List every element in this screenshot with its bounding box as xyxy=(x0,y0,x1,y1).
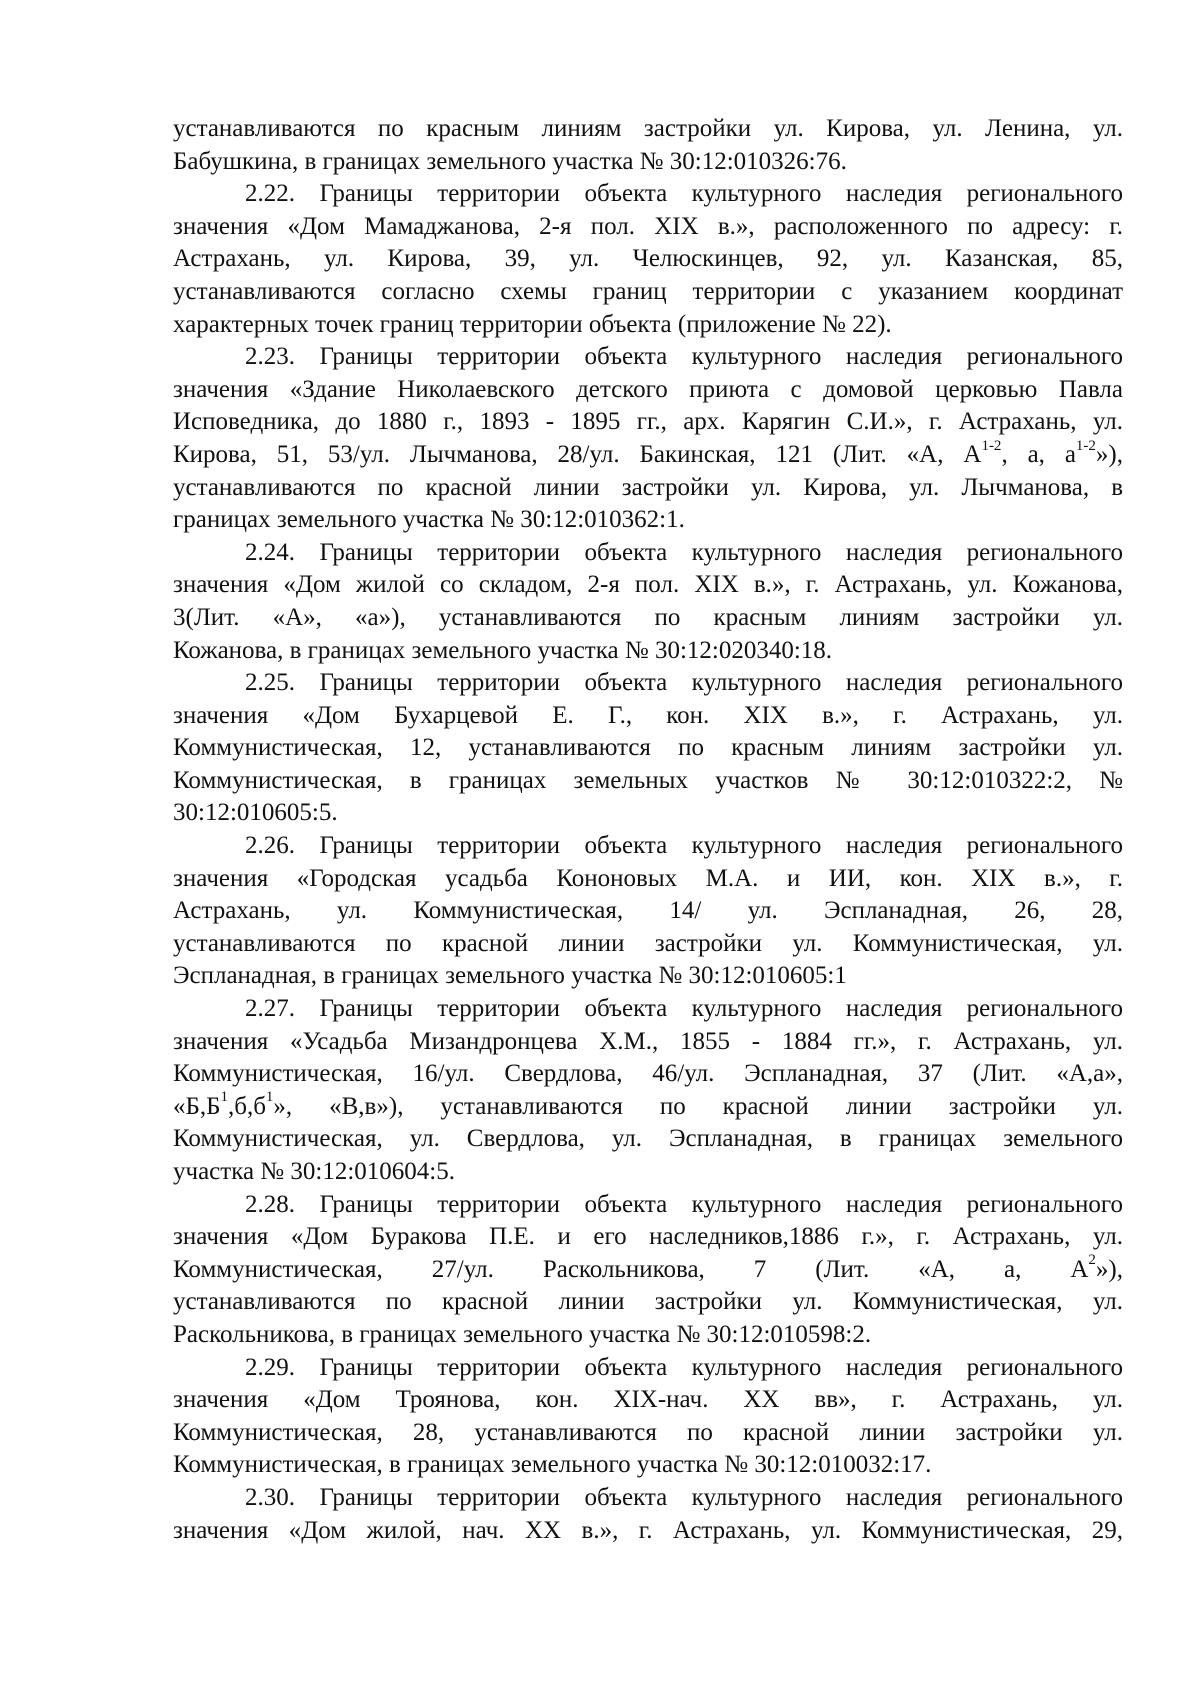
text-line: устанавливаются по красной линии застройки ул. Коммунистическая, ул. xyxy=(173,1288,1123,1316)
text-line: значения «Дом жилой, нач. XX в.», г. Астрахань, ул. Коммунистическая, 29, xyxy=(173,1516,1123,1544)
text-line-with-superscript xyxy=(173,1254,1123,1287)
text-line: Коммунистическая, ул. Свердлова, ул. Эспланадная, в границах земельного xyxy=(173,1125,1123,1153)
text-line: Коммунистическая, в границах земельного участка № 30:12:010032:17. xyxy=(173,1451,932,1479)
text-line: устанавливаются по красной линии застройки ул. Кирова, ул. Лычманова, в xyxy=(173,473,1123,501)
text-line: границах земельного участка № 30:12:010362:1. xyxy=(173,506,685,534)
text-line: устанавливаются согласно схемы границ территории с указанием координат xyxy=(173,277,1123,305)
clause-number: 2.30. xyxy=(245,1483,295,1511)
text-line: участка № 30:12:010604:5. xyxy=(173,1158,455,1185)
text-line: значения «Дом Троянова, кон. XIX-нач. XX вв», г. Астрахань, ул. xyxy=(173,1386,1123,1414)
clause-number: 2.29. xyxy=(245,1353,295,1381)
clause-2-26 xyxy=(173,830,1123,993)
clause-2-24 xyxy=(173,537,1123,667)
clause-2-23 xyxy=(173,341,1123,537)
text-segment: «Б,Б xyxy=(173,1092,221,1120)
text-line: Границы территории объекта культурного наследия регионального xyxy=(295,180,1123,208)
text-line: устанавливаются по красным линиям застройки ул. Кирова, ул. Ленина, ул. xyxy=(173,115,1123,142)
clause-2-22 xyxy=(173,178,1123,341)
text-segment: Кирова, 51, 53/ул. Лычманова, 28/ул. Бакинская, 121 (Лит. «А, А xyxy=(173,440,982,468)
text-line: Исповедника, до 1880 г., 1893 - 1895 гг., арх. Карягин С.И.», г. Астрахань, ул. xyxy=(173,408,1123,436)
text-line: Астрахань, ул. Коммунистическая, 14/ ул. Эспланадная, 26, 28, xyxy=(173,897,1123,925)
text-line: Границы территории объекта культурного наследия регионального xyxy=(295,1353,1123,1381)
text-line: Границы территории объекта культурного наследия регионального xyxy=(295,1190,1123,1218)
text-line: значения «Дом жилой со складом, 2-я пол. XIX в.», г. Астрахань, ул. Кожанова, xyxy=(173,571,1123,599)
superscript: 1-2 xyxy=(981,437,1002,454)
clause-2-27 xyxy=(173,993,1123,1189)
text-segment: »), xyxy=(1095,440,1123,468)
text-segment: ,б,б xyxy=(227,1092,266,1120)
text-line: значения «Городская усадьба Кононовых М.А. и ИИ, кон. XIX в.», г. xyxy=(173,864,1123,892)
text-line: Границы территории объекта культурного наследия регионального xyxy=(295,538,1123,566)
text-line: значения «Здание Николаевского детского приюта с домовой церковью Павла xyxy=(173,375,1123,403)
text-line: Бабушкина, в границах земельного участка № 30:12:010326:76. xyxy=(173,147,847,175)
text-segment: », «В,в»), устанавливаются по красной линии застройки ул. xyxy=(273,1092,1123,1120)
text-line: Коммунистическая, 28, устанавливаются по красной линии застройки ул. xyxy=(173,1418,1123,1446)
clause-2-25 xyxy=(173,667,1123,830)
text-line: Границы территории объекта культурного наследия регионального xyxy=(295,343,1123,371)
text-segment: , а, а xyxy=(1001,440,1076,468)
clause-2-30 xyxy=(173,1482,1123,1547)
clause-2-28 xyxy=(173,1189,1123,1352)
text-segment: Коммунистическая, 27/ул. Раскольникова, 7 (Лит. «А, а, А xyxy=(173,1255,1089,1283)
clause-number: 2.25. xyxy=(245,669,295,697)
text-line: Коммунистическая, 16/ул. Свердлова, 46/ул. Эспланадная, 37 (Лит. «А,а», xyxy=(173,1060,1123,1088)
superscript: 2 xyxy=(1088,1252,1096,1269)
text-line: Раскольникова, в границах земельного участка № 30:12:010598:2. xyxy=(173,1320,872,1348)
clause-2-29 xyxy=(173,1352,1123,1482)
clause-number: 2.24. xyxy=(245,538,295,566)
text-line: Границы территории объекта культурного наследия регионального xyxy=(295,669,1123,697)
text-line: значения «Дом Бухарцевой Е. Г., кон. XIX в.», г. Астрахань, ул. xyxy=(173,701,1123,729)
text-line: значения «Дом Буракова П.Е. и его наследников,1886 г.», г. Астрахань, ул. xyxy=(173,1223,1123,1251)
superscript: 1 xyxy=(265,1089,274,1106)
clause-number: 2.23. xyxy=(245,343,295,371)
clause-number: 2.26. xyxy=(245,832,295,860)
text-line: Границы территории объекта культурного наследия регионального xyxy=(295,995,1123,1023)
superscript: 1-2 xyxy=(1075,437,1096,454)
text-line: Астрахань, ул. Кирова, 39, ул. Челюскинцев, 92, ул. Казанская, 85, xyxy=(173,245,1123,273)
text-line: Границы территории объекта культурного наследия регионального xyxy=(295,832,1123,860)
text-line: характерных точек границ территории объекта (приложение № 22). xyxy=(173,310,892,338)
continuation-paragraph xyxy=(173,113,1123,178)
text-line: 3(Лит. «А», «а»), устанавливаются по красным линиям застройки ул. xyxy=(173,603,1123,631)
document-page xyxy=(173,113,1123,1547)
text-segment: »), xyxy=(1095,1255,1123,1283)
text-line: устанавливаются по красной линии застройки ул. Коммунистическая, ул. xyxy=(173,929,1123,957)
text-line-with-superscript xyxy=(173,1091,1123,1124)
text-line: значения «Дом Мамаджанова, 2-я пол. XIX в.», расположенного по адресу: г. xyxy=(173,212,1123,240)
superscript: 1 xyxy=(220,1089,228,1106)
text-line-with-superscript xyxy=(173,439,1123,472)
text-line: Эспланадная, в границах земельного участка № 30:12:010605:1 xyxy=(173,962,847,990)
clause-number: 2.22. xyxy=(245,180,295,208)
text-line: Границы территории объекта культурного наследия регионального xyxy=(295,1483,1123,1511)
text-line: Коммунистическая, в границах земельных участков № 30:12:010322:2, № xyxy=(173,766,1123,794)
text-line: Кожанова, в границах земельного участка № 30:12:020340:18. xyxy=(173,636,833,664)
text-line: 30:12:010605:5. xyxy=(173,799,338,827)
clause-number: 2.28. xyxy=(245,1190,295,1218)
clause-number: 2.27. xyxy=(245,995,295,1023)
text-line: Коммунистическая, 12, устанавливаются по красным линиям застройки ул. xyxy=(173,734,1123,762)
text-line: значения «Усадьба Мизандронцева Х.М., 1855 - 1884 гг.», г. Астрахань, ул. xyxy=(173,1027,1123,1055)
